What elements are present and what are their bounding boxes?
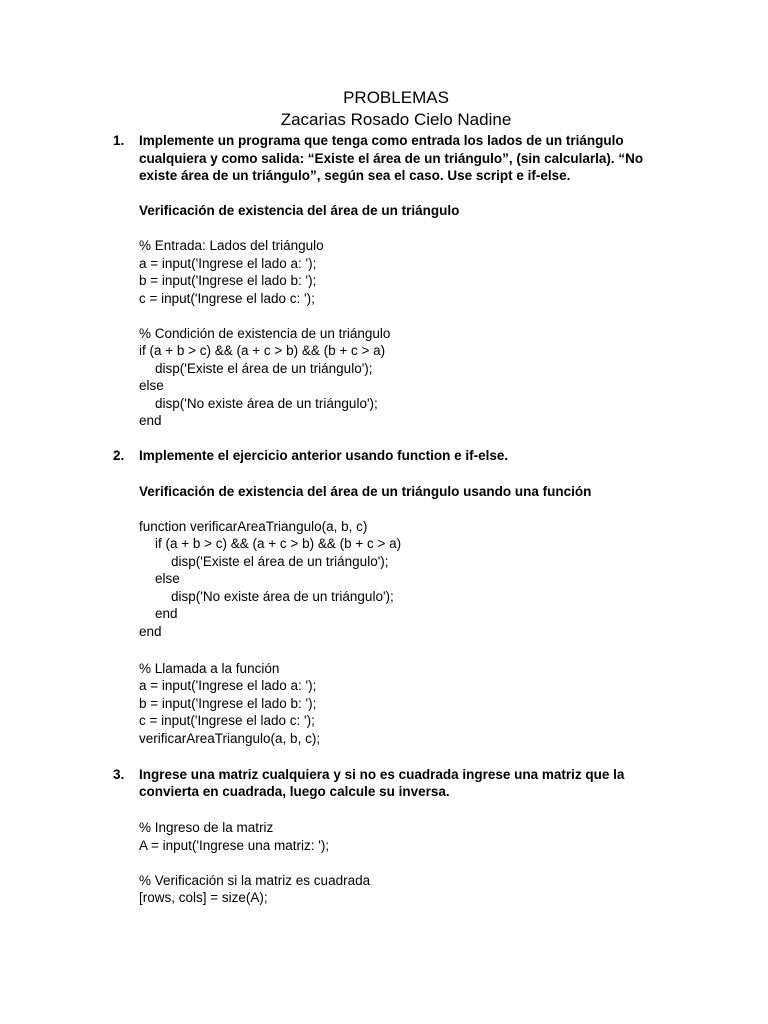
- code-line: else: [155, 571, 180, 586]
- problem-statement-line: existe área de un triángulo”, según sea el caso. Use script e if-else.: [139, 168, 571, 183]
- code-line: disp('No existe área de un triángulo');: [171, 588, 394, 604]
- section-heading: Verificación de existencia del área de un triángulo: [139, 203, 460, 218]
- section-heading: Verificación de existencia del área de un triángulo usando una función: [139, 483, 592, 499]
- code-line: b = input('Ingrese el lado b: ');: [139, 695, 317, 711]
- code-line: else: [139, 378, 164, 393]
- code-line: % Ingreso de la matriz: [139, 820, 274, 835]
- problem-number: 2.: [113, 448, 125, 463]
- code-line: end: [139, 413, 162, 428]
- problem-statement-line: Ingrese una matriz cualquiera y si no es cuadrada ingrese una matriz que la: [139, 766, 625, 782]
- code-line: end: [139, 623, 162, 639]
- code-line: if (a + b > c) && (a + c > b) && (b + c > a): [139, 343, 386, 358]
- problem-number: 3.: [113, 766, 125, 782]
- problem-statement-line: cualquiera y como salida: “Existe el área de un triángulo”, (sin calcularla). “No: [139, 150, 644, 166]
- code-line: disp('Existe el área de un triángulo');: [155, 360, 373, 376]
- code-line: b = input('Ingrese el lado b: ');: [139, 273, 317, 288]
- author-name: Zacarias Rosado Cielo Nadine: [280, 110, 512, 129]
- code-line: A = input('Ingrese una matriz: ');: [139, 837, 330, 853]
- code-line: a = input('Ingrese el lado a: ');: [139, 255, 317, 271]
- code-line: verificarAreaTriangulo(a, b, c);: [139, 730, 321, 746]
- code-line: end: [155, 606, 178, 621]
- problem-statement-line: Implemente el ejercicio anterior usando function e if-else.: [139, 448, 509, 463]
- code-line: [rows, cols] = size(A);: [139, 890, 268, 905]
- code-line: % Verificación si la matriz es cuadrada: [139, 872, 371, 888]
- problem-number: 1.: [113, 133, 125, 148]
- code-line: a = input('Ingrese el lado a: ');: [139, 678, 317, 693]
- code-line: disp('Existe el área de un triángulo');: [171, 553, 389, 569]
- code-line: function verificarAreaTriangulo(a, b, c): [139, 518, 368, 534]
- code-line: c = input('Ingrese el lado c: ');: [139, 290, 315, 306]
- code-line: if (a + b > c) && (a + c > b) && (b + c > a): [155, 536, 402, 551]
- problem-statement-line: convierta en cuadrada, luego calcule su inversa.: [139, 784, 450, 799]
- code-line: disp('No existe área de un triángulo');: [155, 395, 378, 411]
- code-line: c = input('Ingrese el lado c: ');: [139, 713, 315, 728]
- code-line: % Entrada: Lados del triángulo: [139, 238, 324, 253]
- code-line: % Llamada a la función: [139, 660, 280, 676]
- code-line: % Condición de existencia de un triángulo: [139, 325, 391, 341]
- problem-statement-line: Implemente un programa que tenga como entrada los lados de un triángulo: [139, 133, 624, 148]
- document-title: PROBLEMAS: [343, 88, 449, 107]
